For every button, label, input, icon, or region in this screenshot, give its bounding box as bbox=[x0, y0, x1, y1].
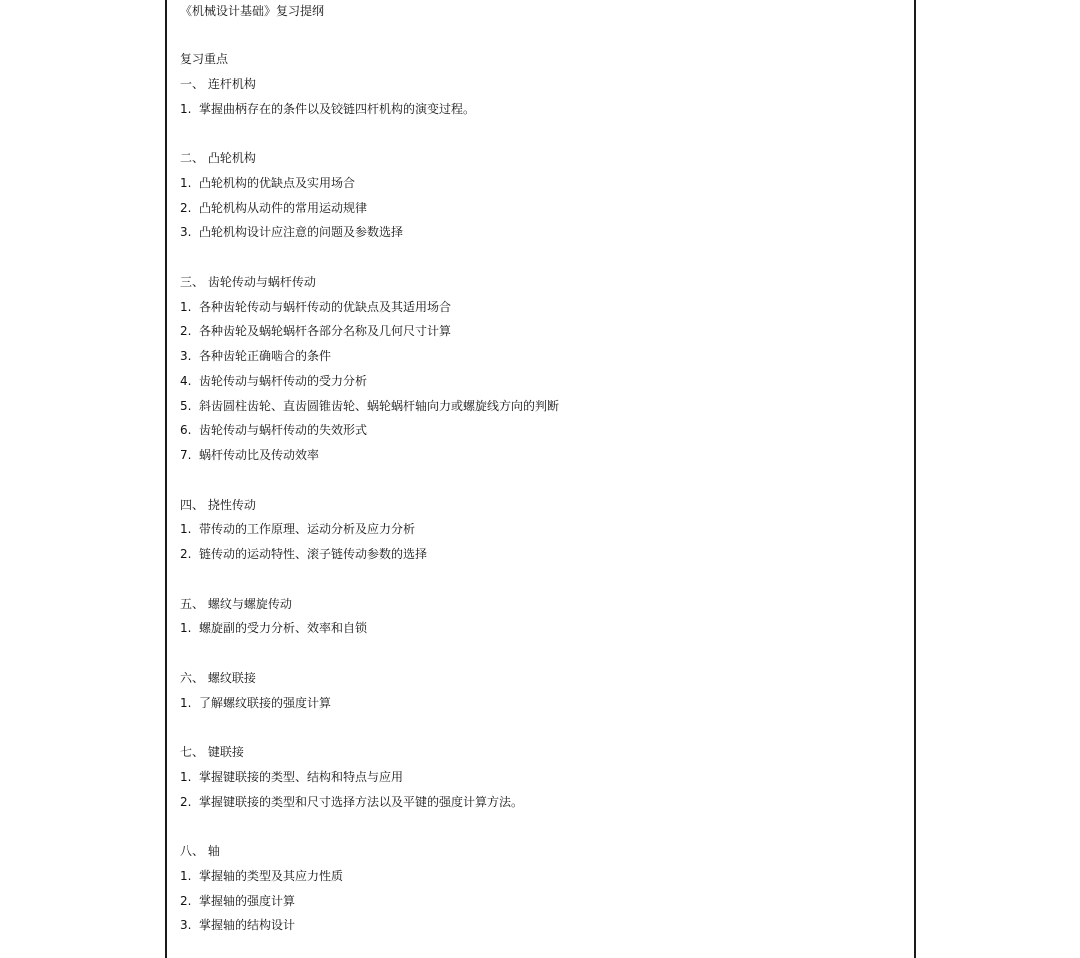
list-item bbox=[180, 418, 904, 443]
section-title: 二、 凸轮机构 bbox=[180, 151, 256, 165]
list-item-text: 掌握键联接的类型、结构和特点与应用 bbox=[199, 769, 404, 784]
list-item bbox=[180, 691, 904, 716]
list-item bbox=[180, 889, 904, 914]
list-item bbox=[180, 616, 904, 641]
list-item-number: 5. bbox=[180, 398, 192, 413]
list-item bbox=[180, 517, 904, 542]
list-item-text: 掌握键联接的类型和尺寸选择方法以及平键的强度计算方法。 bbox=[199, 794, 524, 809]
list-item-number: 1. bbox=[180, 621, 192, 636]
list-item-number: 2. bbox=[180, 324, 192, 339]
list-item-text: 蜗杆传动比及传动效率 bbox=[199, 448, 320, 462]
list-item-number: 2. bbox=[180, 794, 192, 809]
list-item-text: 掌握轴的强度计算 bbox=[199, 893, 296, 908]
list-item-number: 4. bbox=[180, 373, 192, 388]
list-item-text: 各种齿轮传动与蜗杆传动的优缺点及其适用场合 bbox=[199, 299, 452, 314]
section-title: 八、 轴 bbox=[180, 844, 220, 858]
list-item-number: 1. bbox=[180, 522, 192, 537]
list-item bbox=[180, 394, 904, 419]
list-item-text: 掌握轴的类型及其应力性质 bbox=[199, 868, 344, 883]
list-item bbox=[180, 171, 904, 196]
list-item bbox=[180, 369, 904, 394]
list-item-number: 6. bbox=[180, 423, 192, 438]
list-item bbox=[180, 913, 904, 938]
list-item-text: 齿轮传动与蜗杆传动的受力分析 bbox=[199, 373, 368, 388]
section-title: 五、 螺纹与螺旋传动 bbox=[180, 596, 292, 611]
list-item-text: 带传动的工作原理、运动分析及应力分析 bbox=[199, 522, 416, 537]
list-item-text: 凸轮机构的优缺点及实用场合 bbox=[199, 175, 356, 190]
list-item bbox=[180, 295, 904, 320]
section-title: 一、 连杆机构 bbox=[180, 76, 256, 91]
list-item-number: 2. bbox=[180, 547, 192, 561]
list-item bbox=[180, 196, 904, 221]
list-item-text: 各种齿轮及蜗轮蜗杆各部分名称及几何尺寸计算 bbox=[199, 324, 452, 339]
section-heading: 复习重点 bbox=[180, 52, 229, 66]
list-item-number: 2. bbox=[180, 200, 192, 215]
list-item-number: 3. bbox=[180, 349, 192, 363]
list-item-text: 凸轮机构从动件的常用运动规律 bbox=[199, 200, 368, 215]
list-item-text: 凸轮机构设计应注意的问题及参数选择 bbox=[199, 225, 404, 240]
section-title: 三、 齿轮传动与蜗杆传动 bbox=[180, 274, 316, 289]
list-item-text: 各种齿轮正确啮合的条件 bbox=[199, 349, 332, 363]
list-item-number: 1. bbox=[180, 769, 192, 784]
list-item bbox=[180, 97, 904, 122]
list-item-number: 1. bbox=[180, 175, 192, 190]
document-title: 《机械设计基础》复习提纲 bbox=[180, 4, 325, 18]
list-item-number: 1. bbox=[180, 868, 192, 883]
list-item bbox=[180, 344, 904, 369]
list-item-text: 掌握曲柄存在的条件以及铰链四杆机构的演变过程。 bbox=[199, 101, 476, 116]
list-item-text: 斜齿圆柱齿轮、直齿圆锥齿轮、蜗轮蜗杆轴向力或螺旋线方向的判断 bbox=[199, 398, 560, 413]
document-page bbox=[165, 0, 916, 958]
list-item bbox=[180, 864, 904, 889]
list-item-number: 1. bbox=[180, 299, 192, 314]
list-item-text: 链传动的运动特性、滚子链传动参数的选择 bbox=[199, 547, 428, 561]
list-item-text: 了解螺纹联接的强度计算 bbox=[199, 695, 332, 710]
list-item bbox=[180, 443, 904, 468]
section-title: 七、 键联接 bbox=[180, 745, 244, 759]
list-item bbox=[180, 765, 904, 790]
list-item-number: 1. bbox=[180, 101, 192, 116]
list-item bbox=[180, 790, 904, 815]
list-item-number: 2. bbox=[180, 893, 192, 908]
list-item-text: 掌握轴的结构设计 bbox=[199, 918, 296, 933]
list-item-number: 3. bbox=[180, 918, 192, 933]
section-title: 四、 挠性传动 bbox=[180, 497, 256, 512]
list-item-text: 齿轮传动与蜗杆传动的失效形式 bbox=[199, 423, 368, 438]
list-item-text: 螺旋副的受力分析、效率和自锁 bbox=[199, 621, 368, 636]
section-title: 六、 螺纹联接 bbox=[180, 670, 256, 685]
list-item-number: 3. bbox=[180, 225, 192, 240]
list-item bbox=[180, 319, 904, 344]
list-item-number: 7. bbox=[180, 448, 192, 462]
list-item bbox=[180, 542, 904, 567]
document-content bbox=[180, 0, 904, 938]
list-item-number: 1. bbox=[180, 695, 192, 710]
list-item bbox=[180, 220, 904, 245]
